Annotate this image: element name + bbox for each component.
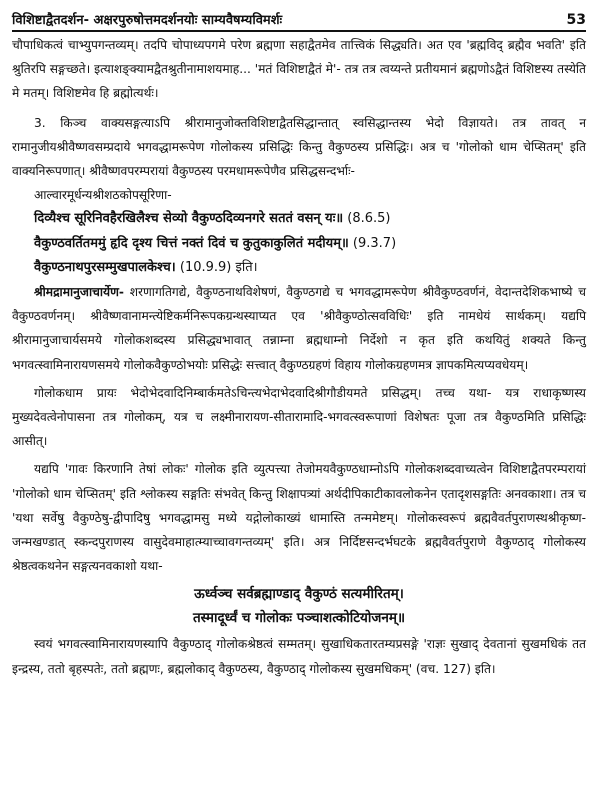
verse-text: वैकुण्ठनाथपुरसम्मुखपालकेश्च। [34,259,176,275]
paragraph-continuation: चौपाधिकत्वं चाभ्युपगन्तव्यम्‌। तदपि चोपाध्यपगमे परेण ब्रह्मणा सहाद्वैतमेव तात्त्विकं सिद्ध्यति। अत एव 'ब्रह्मविद् ब्रह्मैव भवति' इति श्रुतिरपि सङ्गच्छते। इत्याशङ्क्यामद्वैतश्रुतीनामाशयमाह... 'मतं विशिष्टाद्वैतं मे'- तत्र तत्र त्वय्यन्ते प्रतीयमानं ब्रह्मणोऽद्वैतं विशिष्टस्य तस्येति मे मतम्‌। विशिष्टमेव हि ब्रह्मोत्यर्थः। [12,38,586,101]
verse-line [12,207,586,231]
paragraph-yadyapi: यद्यपि 'गावः किरणानि तेषां लोकः' गोलोक इति व्युत्पत्त्या तेजोमयवैकुण्ठधाम्नोऽपि गोलोकशब्दवाच्यत्वेन विशिष्टाद्वैतपरम्परायां 'गोलोको धाम चेप्सितम्‌' इति श्लोकस्य सङ्गतिः संभवेत्‌ किन्तु शिक्षापत्र्यां अर्थदीपिकाटीकावलोकनेन एतादृशसङ्गतिः अनवकाशा। तत्र च 'यथा सर्वेषु वैकुण्ठेषु-द्वीपादिषु भगवद्धामसु मध्ये यद्गोलोकाख्यं धामास्ति तन्ममेष्टम्‌। गोलोकस्वरूपं ब्रह्मवैवर्तपुराणस्थश्रीकृष्ण-जन्मखण्डात्‌ स्कन्दपुराणस्य वासुदेवमाहात्म्याच्चावगन्तव्यम्‌' इति। अत्र निर्दिष्टसन्दर्भघटके ब्रह्मवैवर्तपुराणे वैकुण्ठाद्‌ गोलोकस्य श्रेष्ठत्वकथनेन सङ्गत्यनवकाशो यथा- [12,462,586,574]
verse-line [12,232,586,256]
header-title: विशिष्टाद्वैतदर्शन- अक्षरपुरुषोत्तमदर्शनयोः साम्यवैषम्यविमर्शः [12,13,283,28]
running-header [12,6,586,32]
center-verse: ऊर्ध्वञ्च सर्वब्रह्माण्डाद्‌ वैकुण्ठं सत्यमीरितम्‌। [194,586,404,603]
paragraph-goloka: गोलोकधाम प्रायः भेदोभेदवादिनिम्बार्कमतेऽचिन्त्यभेदाभेदवादिश्रीगौडीयमते प्रसिद्धम्‌। तच्च यथा- यत्र राधाकृष्णस्य मुख्यदेवत्वेनोपासना तत्र गोलोकम्‌, यत्र च लक्ष्मीनारायण-सीतारामादि-भगवत्स्वरूपाणां विशेषतः पूजा तत्र वैकुण्ठमिति प्रसिद्धिः आसीत्‌। [12,385,586,449]
page-body [12,33,586,681]
paragraph-final: स्वयं भगवत्स्वामिनारायणस्यापि वैकुण्ठाद्‌ गोलोकश्रेष्ठत्वं सम्मतम्‌। सुखाधिकतारतम्यप्रसङ्गे 'राज्ञः सुखाद्‌ देवतानां सुखमधिकं तत इन्द्रस्य, ततो बृहस्पतेः, ततो ब्रह्मणः, ब्रह्मलोकाद्‌ वैकुण्ठस्य, वैकुण्ठाद्‌ गोलोकस्य सुखमधिकम्‌' (वच. 127) इति। [12,637,586,676]
quote-intro: आल्वारमूर्धन्यश्रीशठकोपसूरिणा- [34,188,172,203]
verse-text: वैकुण्ठवर्तितममुं हृदि दृश्य चित्तं नक्तं दिवं च कुतुकाकुलितं मदीयम्‌॥ [34,235,349,251]
verse-reference: (9.3.7) [348,235,397,251]
verse-line [12,256,586,280]
page-number: 53 [566,12,586,28]
verse-reference: (10.9.9) इति। [175,259,258,275]
paragraph-point-3: 3. किञ्च वाक्यसङ्गत्याऽपि श्रीरामानुजोक्तविशिष्टाद्वैतसिद्धान्तात्‌ स्वसिद्धान्तस्य भेदो विज्ञायते। तत्र तावत्‌ न रामानुजीयश्रीवैष्णवसम्प्रदाये भगवद्धामरूपेण गोलोकस्य प्रसिद्धिः किन्तु वैकुण्ठस्य प्रसिद्धिः। अत्र च 'गोलोको धाम चेप्सितम्‌' इति वाक्यनिरूपणात्‌। श्रीवैष्णवपरम्परायां वैकुण्ठस्य परमधामरूपेणैव प्रसिद्धसन्दर्भाः- [12,115,586,179]
center-verse: तस्मादूर्ध्वं च गोलोकः पञ्चाशत्कोटियोजनम्‌॥ [192,610,406,627]
verse-reference: (8.6.5) [343,211,391,227]
verse-text: दिव्यैश्च सूरिनिवहैरखिलैश्च सेव्यो वैकुण्ठदिव्यनगरे सततं वसन्‌ यः॥ [34,211,344,227]
paragraph-term: श्रीमद्रामानुजाचार्येण- [34,285,124,300]
paragraph-text: शरणागतिगद्ये, वैकुण्ठनाथविशेषणं, वैकुण्ठगद्ये च भगवद्धामरूपेण श्रीवैकुण्ठवर्णनं, वेदान्तदेशिकभाष्ये च वैकुण्ठवर्णनम्‌। श्रीवैष्णवानामन्त्येष्टिकर्मनिरूपकग्रन्थस्याप्यत एव 'श्रीवैकुण्ठोत्सवविधिः' इति नामधेयं सार्थकम्‌। यद्यपि श्रीरामानुजाचार्यसमये गोलोकशब्दस्य प्रसिद्ध्यभावात्‌ तन्नाम्ना ब्रह्मधाम्नो निर्देशो न कृत इति कथयितुं शक्यते किन्तु भगवत्स्वामिनारायणसमये गोलोकवैकुण्ठोभयोः प्रसिद्धेः सत्त्वात्‌ वैकुण्ठग्रहणं विहाय गोलोकग्रहणमत्र ज्ञापकमित्यप्यवधेयम्‌। [12,285,586,372]
paragraph-ramanuja [12,280,586,377]
